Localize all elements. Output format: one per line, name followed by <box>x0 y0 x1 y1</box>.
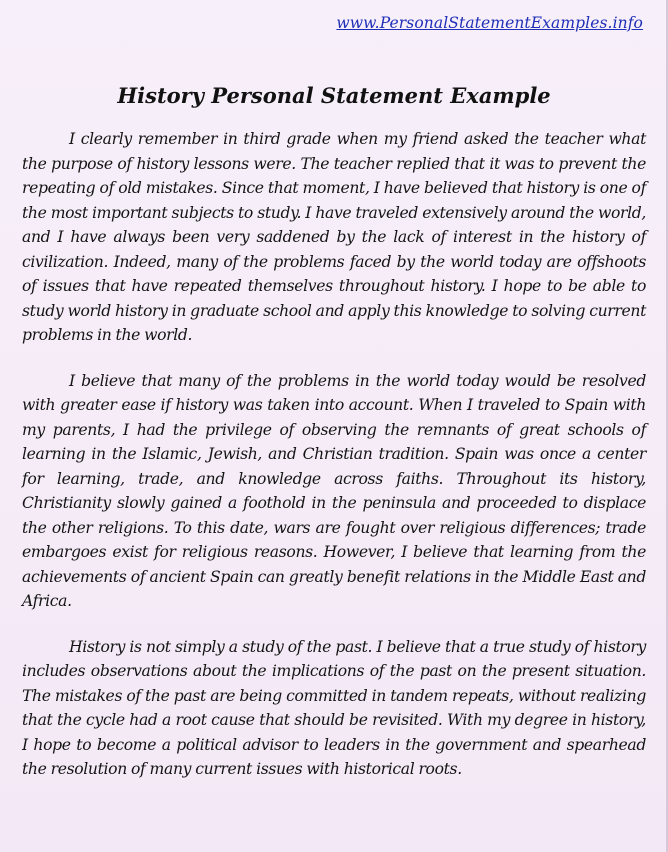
statement-body <box>22 127 646 803</box>
paragraph-2: I believe that many of the problems in the world today would be resolved with greater ease if history was taken into account. When I traveled to Spain with my parents, I had the privilege of observing the remnants of great schools of learning in the Islamic, Jewish, and Christian tradition. Spain was once a center for learning, trade, and knowledge across faiths. Throughout its history, Christianity slowly gained a foothold in the peninsula and proceeded to displace the other religions. To this date, wars are fought over religious differences; trade embargoes exist for religious reasons. However, I believe that learning from the achievements of ancient Spain can greatly benefit relations in the Middle East and Africa. <box>22 371 646 610</box>
paragraph-1: I clearly remember in third grade when my friend asked the teacher what the purpose of history lessons were. The teacher replied that it was to prevent the repeating of old mistakes. Since that moment, I have believed that history is one of the most important subjects to study. I have traveled extensively around the world, and I have always been very saddened by the lack of interest in the history of civilization. Indeed, many of the problems faced by the world today are offshoots of issues that have repeated themselves throughout history. I hope to be able to study world history in graduate school and apply this knowledge to solving current problems in the world. <box>22 130 646 344</box>
site-url-link[interactable]: www.PersonalStatementExamples.info <box>336 14 643 32</box>
document-title: History Personal Statement Example <box>117 83 551 108</box>
paragraph-3: History is not simply a study of the past. I believe that a true study of history includes observations about the implications of the past on the present situation. The mistakes of the past are being committed in tandem repeats, without realizing that the cycle had a root cause that should be revisited. With my degree in history, I hope to become a political advisor to leaders in the government and spearhead the resolution of many current issues with historical roots. <box>22 637 646 778</box>
